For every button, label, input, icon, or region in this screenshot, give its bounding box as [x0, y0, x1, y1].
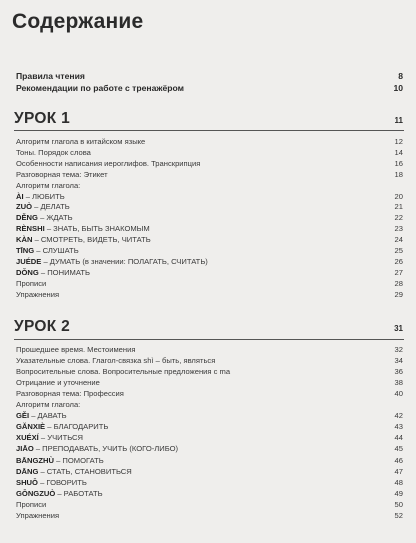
toc-entry-page: 45: [394, 444, 403, 454]
toc-entry-label: [16, 511, 59, 520]
entry-text: Разговорная тема: Профессия: [16, 389, 124, 399]
entry-text: Алгоритм глагола в китайском языке: [16, 137, 146, 146]
toc-entry-label: [16, 290, 59, 299]
toc-entry-label: [16, 246, 79, 255]
toc-entry: [16, 268, 403, 277]
toc-entry-page: 34: [394, 356, 403, 366]
pinyin-word: GĚI: [16, 411, 30, 421]
lesson-title: УРОК 1: [14, 110, 71, 127]
entry-text: Разговорная тема: Этикет: [16, 169, 108, 179]
entry-text: – ПРЕПОДАВАТЬ, УЧИТЬ (КОГО-ЛИБО): [33, 444, 179, 454]
pinyin-word: DĚNG: [16, 213, 38, 223]
toc-entry-label: [16, 170, 108, 179]
entry-text: – УЧИТЬСЯ: [38, 433, 84, 443]
lesson-2-heading: [14, 318, 403, 336]
toc-entry: [16, 279, 403, 288]
toc-entry-page: 28: [394, 278, 403, 288]
toc-entry-page: 44: [394, 433, 403, 443]
toc-entry: [16, 411, 403, 420]
toc-entry-page: 47: [394, 466, 403, 476]
toc-entry: [16, 400, 403, 409]
lesson-divider: [14, 130, 404, 131]
entry-text: – СЛУШАТЬ: [34, 246, 79, 255]
entry-text: Алгоритм глагола:: [16, 180, 81, 190]
toc-entry-label: [16, 456, 104, 465]
lesson-page: 11: [394, 116, 403, 125]
toc-entry-page: 40: [394, 389, 403, 399]
toc-entry-label: [16, 257, 208, 266]
toc-entry: [16, 378, 403, 387]
entry-text: Упражнения: [16, 510, 60, 520]
toc-entry: [16, 367, 403, 376]
toc-entry: [16, 83, 403, 93]
entry-text: – СТАТЬ, СТАНОВИТЬСЯ: [38, 466, 132, 476]
toc-entry-page: 18: [394, 169, 403, 179]
toc-entry-page: 10: [393, 83, 403, 93]
toc-entry-label: Правила чтения: [16, 71, 85, 81]
lesson-divider: [14, 339, 404, 340]
toc-entry-page: 23: [394, 224, 403, 234]
entry-text: Вопросительные слова. Вопросительные предложения с ma: [16, 367, 231, 377]
lesson-page: 31: [394, 324, 403, 333]
toc-entry-page: 24: [394, 235, 403, 245]
toc-entry: [16, 170, 403, 179]
toc-entry: [16, 224, 403, 233]
pinyin-word: JUÉDE: [16, 256, 42, 266]
toc-entry-page: 52: [394, 510, 403, 520]
pinyin-word: DĀNG: [16, 466, 39, 476]
toc-entry-label: [16, 356, 215, 365]
toc-entry-label: [16, 137, 145, 146]
toc-entry-label: [16, 224, 150, 233]
toc-entry-page: 36: [394, 367, 403, 377]
toc-entry-label: [16, 500, 46, 509]
entry-text: – ГОВОРИТЬ: [37, 477, 87, 487]
pinyin-word: ÀI: [16, 191, 24, 201]
toc-entry-label: [16, 433, 83, 442]
toc-entry: [16, 246, 403, 255]
entry-text: – ДАВАТЬ: [29, 411, 67, 421]
toc-entry-label: [16, 202, 70, 211]
toc-entry: [16, 489, 403, 498]
toc-entry: [16, 389, 403, 398]
toc-entry-page: 14: [394, 147, 403, 157]
entry-text: Прописи: [16, 499, 47, 509]
entry-text: – ПОМОГАТЬ: [53, 455, 104, 465]
pinyin-word: GĂNXIÈ: [16, 422, 46, 432]
toc-entry: [16, 511, 403, 520]
toc-entry-label: [16, 389, 124, 398]
pinyin-word: JIĀO: [16, 444, 34, 454]
pinyin-word: XUÉXÍ: [16, 433, 39, 443]
toc-entry-page: 38: [394, 378, 403, 388]
toc-entry: [16, 478, 403, 487]
toc-entry-page: 8: [398, 71, 403, 81]
toc-entry-page: 49: [394, 488, 403, 498]
entry-text: Указательные слова. Глагол-связка shì – быть, являться: [16, 356, 216, 366]
toc-entry-label: [16, 181, 80, 190]
entry-text: Особенности написания иероглифов. Транскрипция: [16, 158, 201, 168]
lesson-title: УРОК 2: [14, 318, 71, 335]
toc-entry-label: [16, 192, 65, 201]
toc-entry: [16, 467, 403, 476]
entry-text: – ПОНИМАТЬ: [38, 267, 90, 277]
toc-entry: [16, 356, 403, 365]
entry-text: – ЗНАТЬ, БЫТЬ ЗНАКОМЫМ: [44, 224, 150, 234]
toc-entry-page: 46: [394, 455, 403, 465]
page-title: Содержание: [12, 10, 144, 33]
entry-text: Прописи: [16, 278, 47, 288]
toc-entry-page: 20: [394, 191, 403, 201]
toc-entry-label: [16, 378, 100, 387]
toc-entry: [16, 235, 403, 244]
pinyin-word: DǑNG: [16, 267, 39, 277]
toc-entry: [16, 290, 403, 299]
toc-entry-label: [16, 411, 67, 420]
toc-entry-page: 50: [394, 499, 403, 509]
toc-entry-page: 42: [394, 411, 403, 421]
toc-entry-label: [16, 213, 73, 222]
entry-text: – ЛЮБИТЬ: [23, 191, 65, 201]
toc-entry-label: [16, 148, 91, 157]
toc-entry-label: [16, 478, 87, 487]
toc-entry: [16, 192, 403, 201]
toc-entry-page: 12: [394, 137, 403, 146]
toc-entry: [16, 456, 403, 465]
toc-entry: [16, 500, 403, 509]
toc-entry-page: 27: [394, 267, 403, 277]
toc-entry: [16, 71, 403, 81]
pinyin-word: ZUÒ: [16, 202, 33, 212]
entry-text: Алгоритм глагола:: [16, 400, 81, 410]
toc-entry: [16, 181, 403, 190]
toc-entry-page: 29: [394, 289, 403, 299]
toc-entry-label: [16, 444, 178, 453]
toc-entry-label: Рекомендации по работе с тренажёром: [16, 83, 184, 93]
toc-entry-page: 16: [394, 158, 403, 168]
toc-entry-label: [16, 345, 135, 354]
toc-entry-page: 25: [394, 246, 403, 255]
toc-entry-label: [16, 489, 103, 498]
toc-entry-page: 21: [394, 202, 403, 212]
entry-text: Тоны. Порядок слова: [16, 147, 91, 157]
pinyin-word: KÀN: [16, 235, 33, 245]
entry-text: Упражнения: [16, 289, 60, 299]
toc-entry: [16, 257, 403, 266]
toc-entry-label: [16, 159, 200, 168]
entry-text: – РАБОТАТЬ: [55, 488, 103, 498]
toc-entry-page: 22: [394, 213, 403, 223]
toc-entry-label: [16, 400, 80, 409]
toc-entry-page: 43: [394, 422, 403, 432]
toc-entry-label: [16, 235, 151, 244]
toc-entry: [16, 444, 403, 453]
pinyin-word: SHUŌ: [16, 477, 38, 487]
entry-text: – ДУМАТЬ (в значении: ПОЛАГАТЬ, СЧИТАТЬ): [41, 256, 208, 266]
pinyin-word: RÈNSHI: [16, 224, 45, 234]
toc-entry-label: [16, 422, 108, 431]
toc-entry: [16, 148, 403, 157]
toc-entry: [16, 213, 403, 222]
toc-entry: [16, 202, 403, 211]
toc-entry-label: [16, 279, 46, 288]
toc-entry-label: [16, 467, 132, 476]
toc-entry: [16, 433, 403, 442]
toc-entry-label: [16, 268, 90, 277]
entry-text: Отрицание и уточнение: [16, 378, 100, 388]
lesson-1-heading: [14, 110, 403, 128]
pinyin-word: GŌNGZUÒ: [16, 488, 56, 498]
entry-text: Прошедшее время. Местоимения: [16, 345, 136, 354]
toc-entry-page: 26: [394, 256, 403, 266]
toc-entry-page: 48: [394, 477, 403, 487]
toc-entry: [16, 345, 403, 354]
toc-entry: [16, 159, 403, 168]
toc-entry: [16, 422, 403, 431]
toc-entry-page: 32: [394, 345, 403, 354]
pinyin-word: BĀNGZHÙ: [16, 455, 54, 465]
entry-text: – БЛАГОДАРИТЬ: [45, 422, 109, 432]
entry-text: – ЖДАТЬ: [37, 213, 73, 223]
pinyin-word: TĪNG: [16, 246, 35, 255]
entry-text: – СМОТРЕТЬ, ВИДЕТЬ, ЧИТАТЬ: [32, 235, 151, 245]
entry-text: – ДЕЛАТЬ: [32, 202, 70, 212]
toc-entry-label: [16, 367, 230, 376]
toc-entry: [16, 137, 403, 146]
